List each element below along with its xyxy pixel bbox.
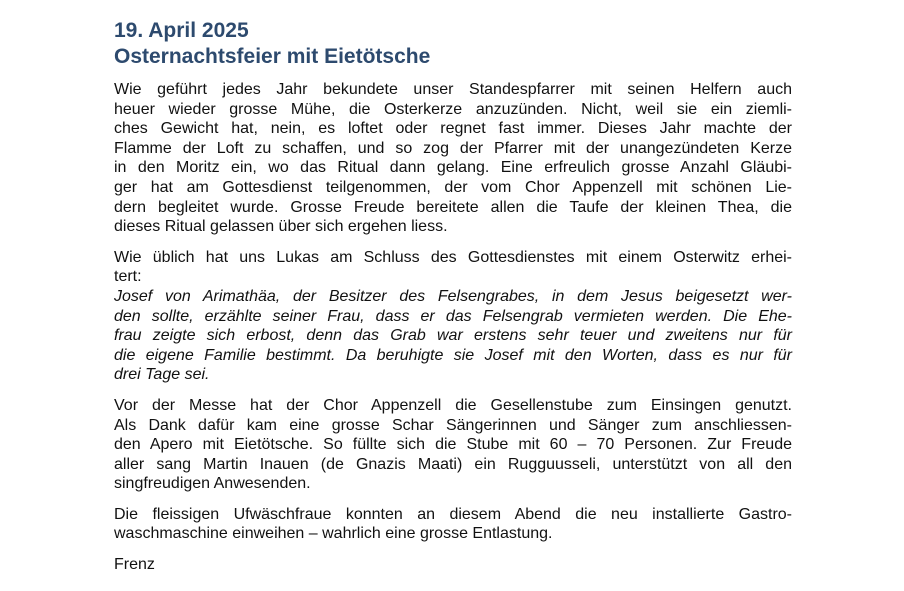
text-line: Wie üblich hat uns Lukas am Schluss des Gottesdienstes mit einem Osterwitz erhei- <box>114 248 792 266</box>
joke-line: den sollte, erzählte seiner Frau, dass er das Felsengrab vermieten werden. Die Ehe- <box>114 307 792 325</box>
text-line: dern begleitet wurde. Grosse Freude bereitete allen die Taufe der kleinen Thea, die <box>114 198 792 216</box>
joke-line: drei Tage sei. <box>114 366 210 384</box>
paragraph-3 <box>114 396 792 494</box>
text-line: Als Dank dafür kam eine grosse Schar Sängerinnen und Sänger zum anschliessen- <box>114 416 792 434</box>
text-line: Die fleissigen Ufwäschfraue konnten an diesem Abend die neu installierte Gastro- <box>114 505 792 523</box>
article <box>114 18 792 575</box>
paragraph-2 <box>114 248 792 385</box>
text-line: heuer wieder grosse Mühe, die Osterkerze anzuzünden. Nicht, weil sie ein ziemli- <box>114 100 792 118</box>
text-line: ger hat am Gottesdienst teilgenommen, der vom Chor Appenzell mit schönen Lie- <box>114 178 792 196</box>
article-title: Osternachtsfeier mit Eietötsche <box>114 45 431 68</box>
joke-line: frau zeigte sich erbost, denn das Grab war erstens sehr teuer und zweitens nur für <box>114 327 792 345</box>
paragraph-4 <box>114 505 792 544</box>
text-line: Vor der Messe hat der Chor Appenzell die Gesellenstube zum Einsingen genutzt. <box>114 396 792 414</box>
signature-text: Frenz <box>114 556 155 574</box>
joke-line: Josef von Arimathäa, der Besitzer des Felsengrabes, in dem Jesus beigesetzt wer- <box>114 287 792 305</box>
paragraph-1 <box>114 80 792 237</box>
text-line: in den Moritz ein, wo das Ritual dann gelang. Eine erfreulich grosse Anzahl Gläubi- <box>114 159 792 177</box>
text-line: dieses Ritual gelassen über sich ergehen liess. <box>114 218 448 236</box>
text-line: tert: <box>114 268 142 286</box>
text-line: ches Gewicht hat, nein, es loftet oder regnet fast immer. Dieses Jahr machte der <box>114 120 792 138</box>
text-line: Flamme der Loft zu schaffen, und so zog der Pfarrer mit der unangezündeten Kerze <box>114 139 792 157</box>
text-line: aller sang Martin Inauen (de Gnazis Maati) ein Rugguusseli, unterstützt von all den <box>114 455 792 473</box>
text-line: waschmaschine einweihen – wahrlich eine grosse Entlastung. <box>114 525 553 543</box>
article-date: 19. April 2025 <box>114 19 249 42</box>
text-line: Wie geführt jedes Jahr bekundete unser Standespfarrer mit seinen Helfern auch <box>114 81 792 98</box>
text-line: singfreudigen Anwesenden. <box>114 475 311 493</box>
signature <box>114 555 792 575</box>
text-line: den Apero mit Eietötsche. So füllte sich die Stube mit 60 – 70 Personen. Zur Freude <box>114 436 792 454</box>
joke-line: die eigene Familie bestimmt. Da beruhigte sie Josef mit den Worten, dass es nur für <box>114 346 792 364</box>
